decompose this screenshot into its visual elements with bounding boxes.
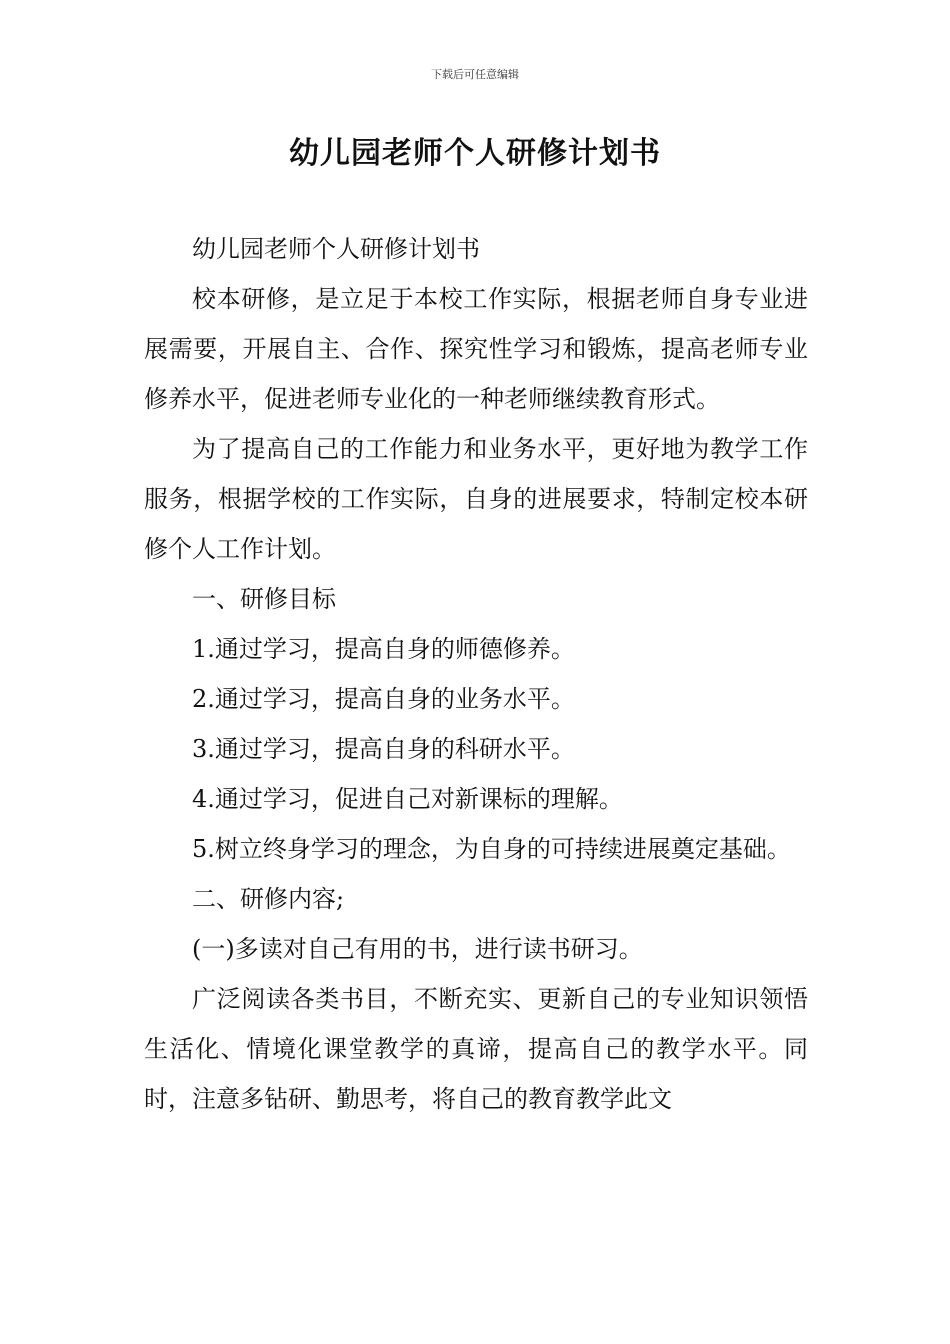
- goal-item-3: 3.通过学习，提高自身的科研水平。: [192, 735, 575, 763]
- paragraph-intro: 校本研修，是立足于本校工作实际，根据老师自身专业进展需要，开展自主、合作、探究性学习和锻炼，提高老师专业修养水平，促进老师专业化的一种老师继续教育形式。: [144, 285, 808, 413]
- goal-item-4: 4.通过学习，促进自己对新课标的理解。: [192, 785, 623, 813]
- document-title: 幼儿园老师个人研修计划书: [289, 136, 661, 171]
- document-body: [144, 224, 808, 1124]
- section-heading-content: 二、研修内容;: [192, 885, 345, 913]
- paragraph-subtitle: 幼儿园老师个人研修计划书: [192, 235, 480, 263]
- paragraph-purpose: 为了提高自己的工作能力和业务水平，更好地为教学工作服务，根据学校的工作实际，自身的进展要求，特制定校本研修个人工作计划。: [144, 435, 808, 563]
- section-heading-goals: 一、研修目标: [192, 585, 336, 613]
- goal-item-5: 5.树立终身学习的理念，为自身的可持续进展奠定基础。: [192, 835, 791, 863]
- goal-item-1: 1.通过学习，提高自身的师德修养。: [192, 635, 575, 663]
- content-subheading-1: (一)多读对自己有用的书，进行读书研习。: [192, 935, 643, 963]
- header-note: 下载后可任意编辑: [431, 68, 519, 81]
- paragraph-reading: 广泛阅读各类书目，不断充实、更新自己的专业知识领悟生活化、情境化课堂教学的真谛，提高自己的教学水平。同时，注意多钻研、勤思考，将自己的教育教学此文: [144, 985, 808, 1113]
- goal-item-2: 2.通过学习，提高自身的业务水平。: [192, 685, 575, 713]
